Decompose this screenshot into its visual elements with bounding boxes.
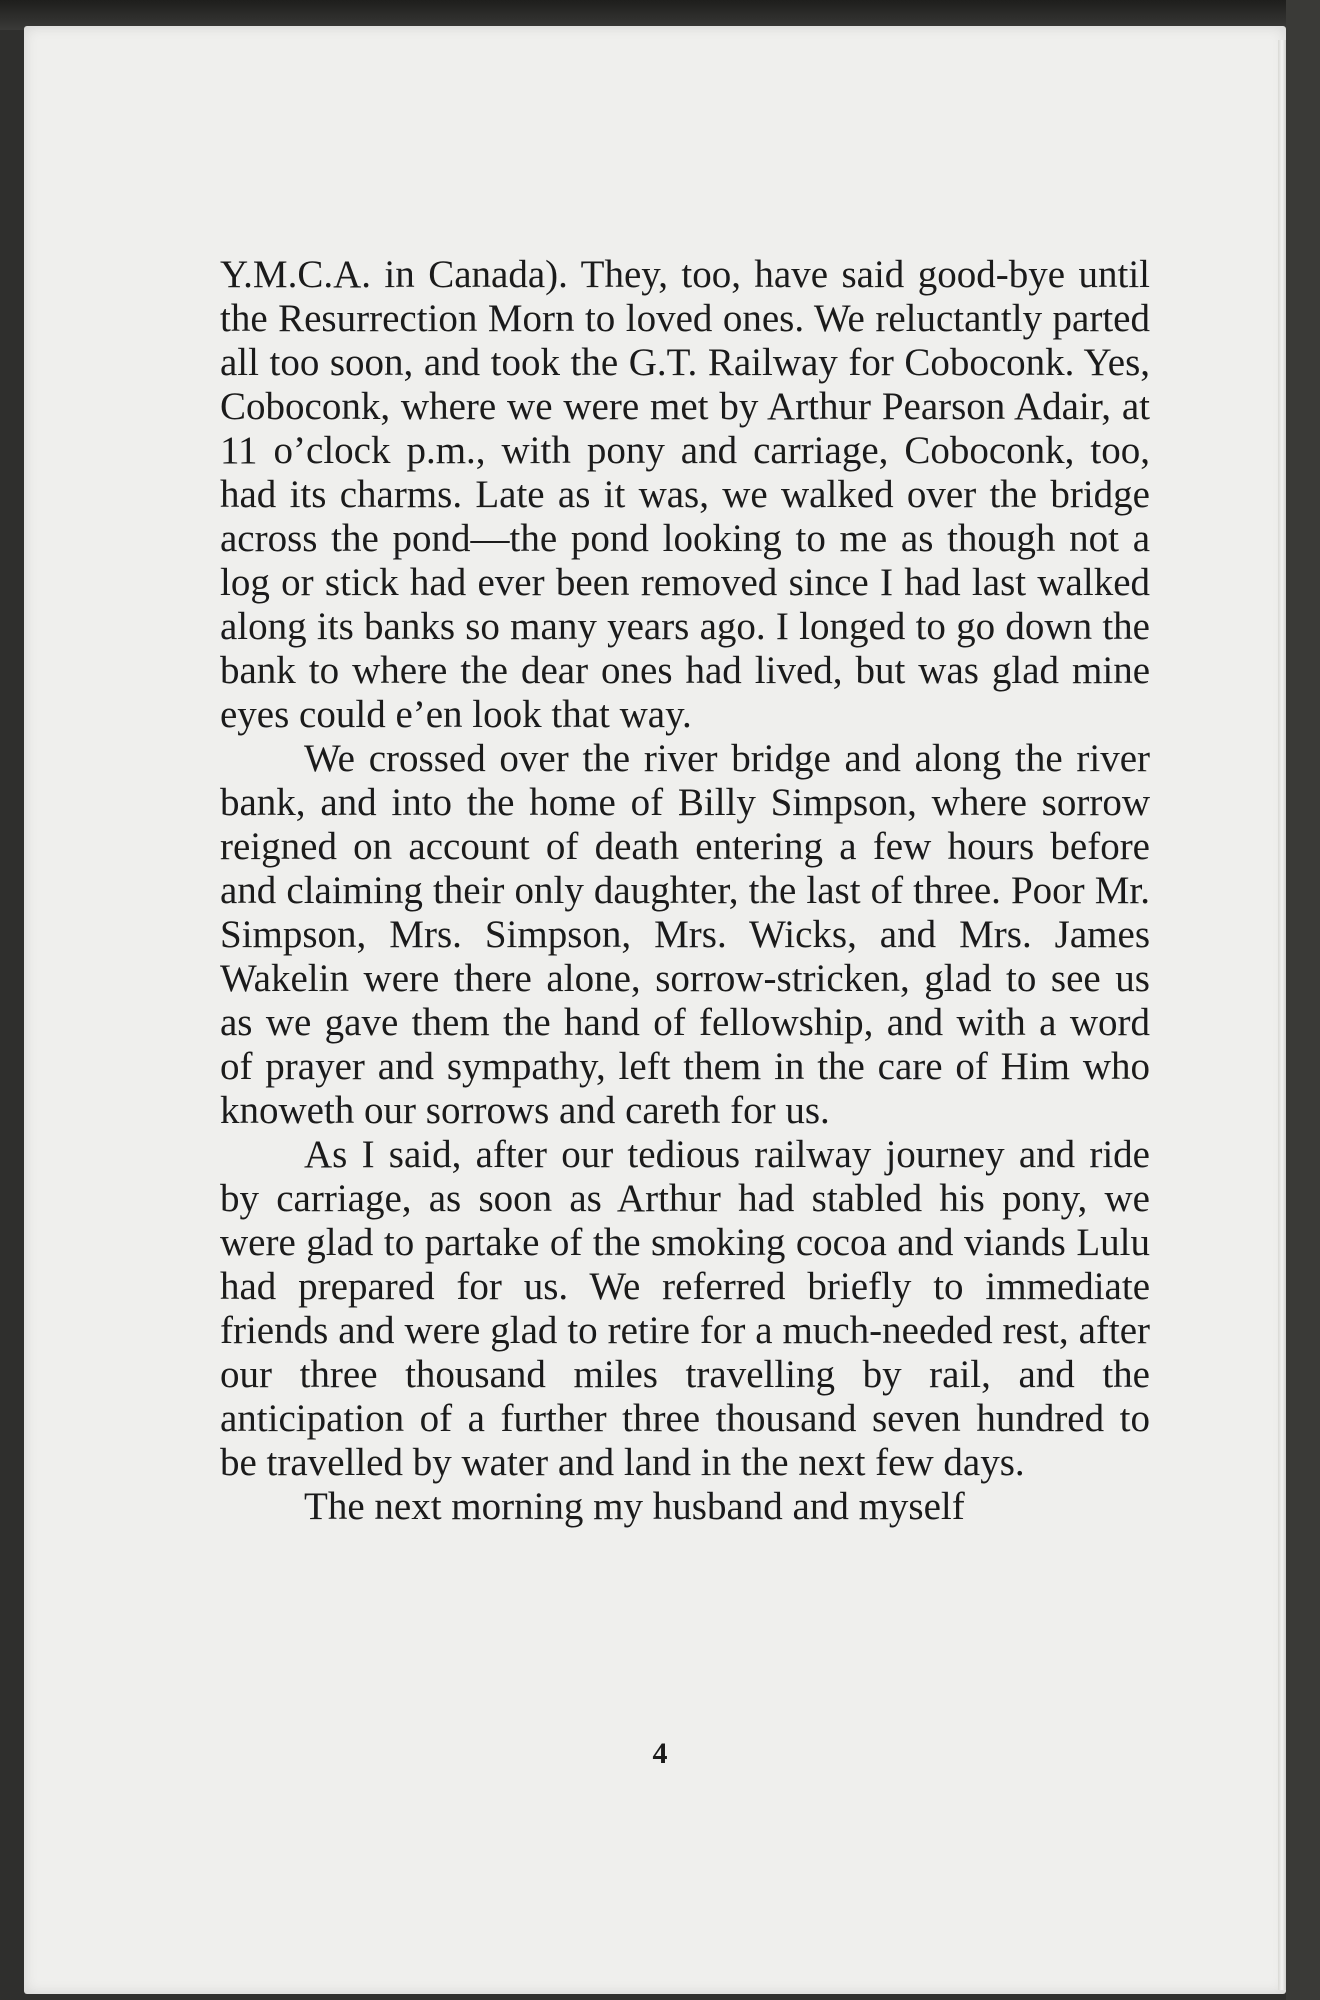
paragraph-2: We crossed over the river bridge and along the river bank, and into the home of Billy Simpson, where sorrow reigned on account of death entering a few hours before and claiming their only daughter, the last of three. Poor Mr. Simpson, Mrs. Simpson, Mrs. Wicks, and Mrs. James Wakelin were there alone, sorrow-stricken, glad to see us as we gave them the hand of fellowship, and with a word of prayer and sympathy, left them in the care of Him who knoweth our sorrows and careth for us.	[220, 737, 1150, 1132]
paragraph-1: Y.M.C.A. in Canada). They, too, have said good-bye until the Resurrection Morn to loved ones. We reluctantly parted all too soon, and took the G.T. Railway for Coboconk. Yes, Coboconk, where we were met by Arthur Pearson Adair, at 11 o’clock p.m., with pony and carriage, Coboconk, too, had its charms. Late as it was, we walked over the bridge across the pond—the pond looking to me as though not a log or stick had ever been removed since I had last walked along its banks so many years ago. I longed to go down the bank to where the dear ones had lived, but was glad mine eyes could e’en look that way.	[220, 253, 1150, 736]
body-text	[220, 253, 1150, 1529]
page-edge	[1278, 40, 1286, 1990]
paragraph-4: The next morning my husband and myself	[304, 1485, 965, 1528]
paragraph-3: As I said, after our tedious railway journey and ride by carriage, as soon as Arthur had stabled his pony, we were glad to partake of the smoking cocoa and viands Lulu had prepared for us. We referred briefly to immediate friends and were glad to retire for a much-needed rest, after our three thousand miles travelling by rail, and the anticipation of a further three thousand seven hundred to be travelled by water and land in the next few days.	[220, 1133, 1150, 1484]
page-number: 4	[652, 1737, 668, 1770]
scan-border-right	[1286, 0, 1320, 2000]
